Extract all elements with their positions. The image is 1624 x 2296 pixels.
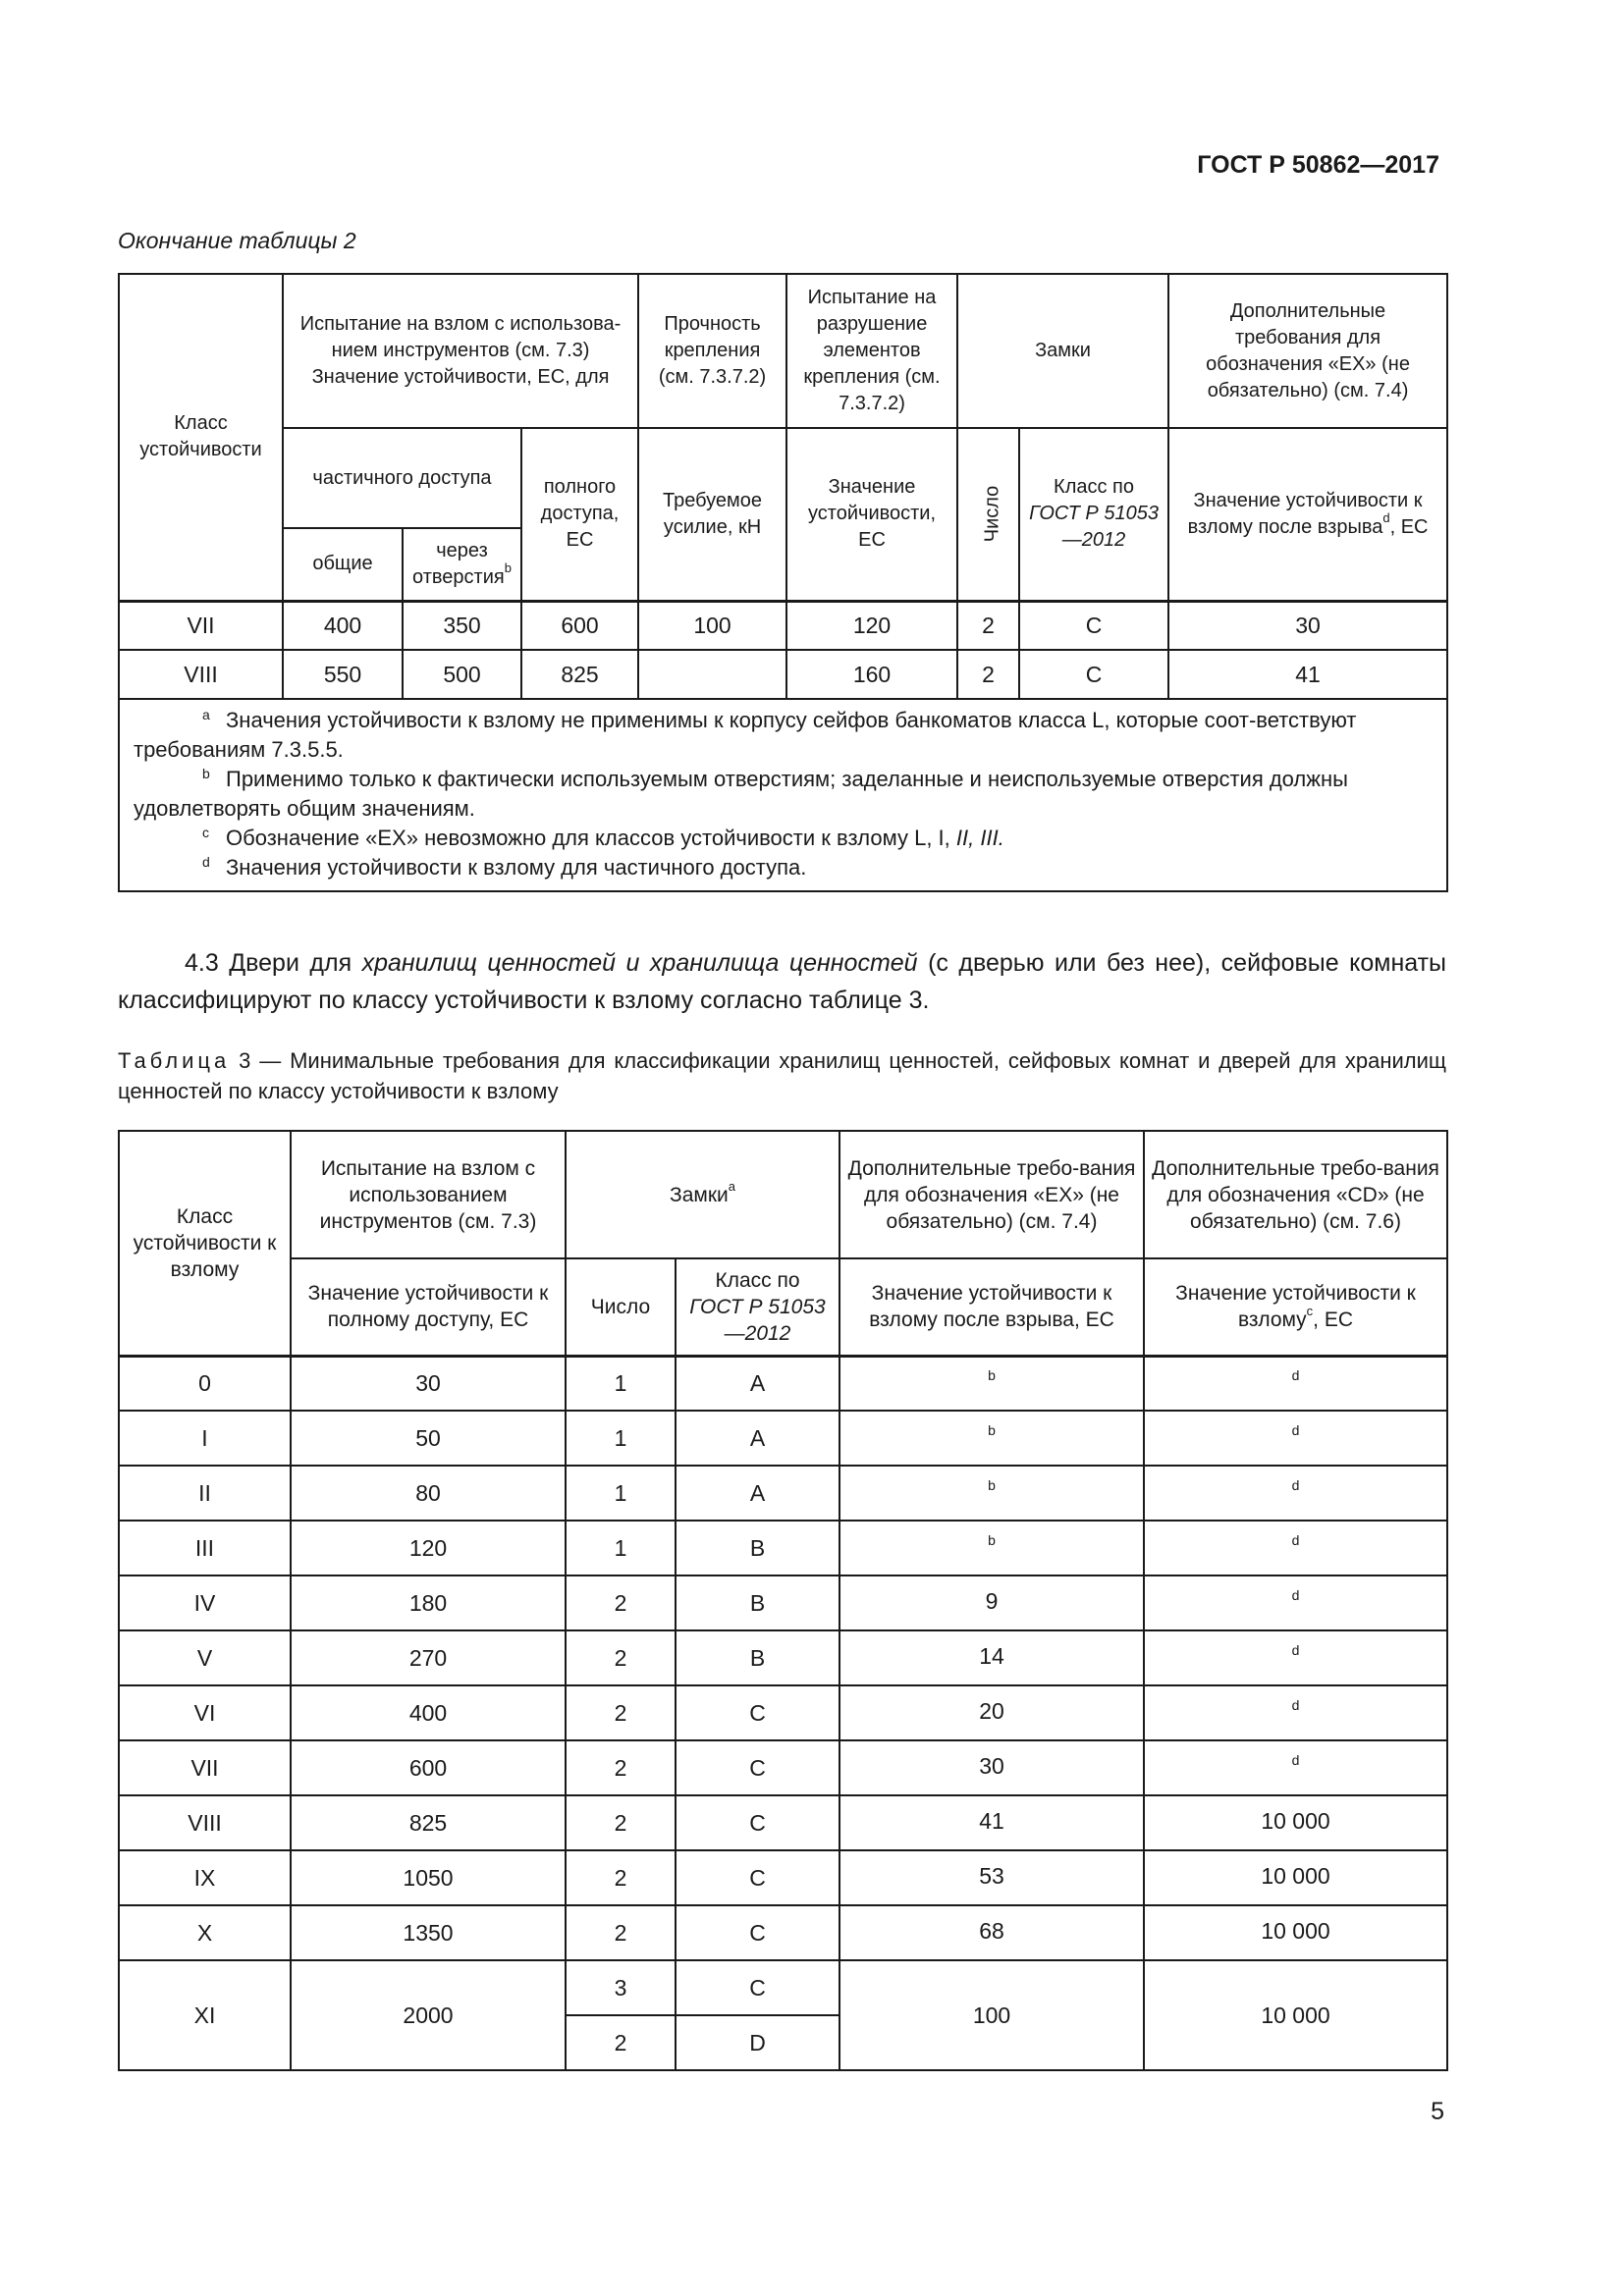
table-cell: 10 000: [1144, 1795, 1447, 1850]
t2-header-partial: частичного доступа: [283, 428, 521, 528]
table-cell: d: [1144, 1521, 1447, 1575]
table-cell: 50: [291, 1411, 566, 1466]
table-row: [119, 1356, 1447, 1411]
t2-header-fixing-destruct: Испытание на разрушение элементов крепления (см. 7.3.7.2): [786, 274, 957, 428]
table-cell: VII: [119, 1740, 291, 1795]
table-cell: 1: [566, 1466, 676, 1521]
table-cell: 1: [566, 1356, 676, 1411]
document-code: ГОСТ Р 50862—2017: [1197, 151, 1439, 179]
note-d: d Значения устойчивости к взлому для частичного доступа.: [202, 853, 807, 880]
note-c: c Обозначение «ЕХ» невозможно для классов устойчивости к взлому L, I, II, III.: [202, 824, 1004, 850]
table-cell: b: [839, 1521, 1144, 1575]
table-cell: 2: [566, 1795, 676, 1850]
t2-header-general: общие: [283, 528, 403, 601]
table-cell: B: [676, 1630, 839, 1685]
t2-header-class: Класс устойчивости: [119, 274, 283, 601]
table-cell: X: [119, 1905, 291, 1960]
paragraph-4-3: 4.3 Двери для хранилищ ценностей и хранилища ценностей (с дверью или без нее), сейфовые комнаты классифицируют по классу устойчивости к взлому согласно таблице 3.: [118, 949, 1447, 1014]
table-cell: 20: [839, 1685, 1144, 1740]
t2-header-required-force: Требуемое усилие, кН: [638, 428, 786, 601]
t2-header-count: Число: [957, 428, 1019, 601]
table-row: VII 400 350 600 100 120 2 C 30: [119, 601, 1447, 650]
t2-header-resistance-value: Значение устойчивости, ЕС: [786, 428, 957, 601]
t2-header-through-holes: через отверстия$^b$: [403, 528, 521, 601]
table-cell: VI: [119, 1685, 291, 1740]
table-cell: 10 000: [1144, 1850, 1447, 1905]
table-cell: 2: [566, 1850, 676, 1905]
table-cell: VIII: [119, 1795, 291, 1850]
t3-header-class: Класс устойчивости к взлому: [119, 1131, 291, 1356]
t3-header-tool-test: Испытание на взлом с использованием инструментов (см. 7.3): [291, 1131, 566, 1258]
table-cell: 180: [291, 1575, 566, 1630]
table-2-notes: [119, 699, 1447, 891]
table-row-xi: XI 2000 3 C 100 10 000: [119, 1960, 1447, 2015]
table-cell: d: [1144, 1740, 1447, 1795]
table-cell: B: [676, 1575, 839, 1630]
table-row: [119, 1630, 1447, 1685]
t3-header-ex: Дополнительные требо-вания для обозначения «ЕХ» (не обязательно) (см. 7.4): [839, 1131, 1144, 1258]
t2-header-extra: Дополнительные требования для обозначения «ЕХ» (не обязательно) (см. 7.4): [1168, 274, 1447, 428]
table-cell: 1: [566, 1411, 676, 1466]
table-cell: 68: [839, 1905, 1144, 1960]
table-cell: 0: [119, 1356, 291, 1411]
t3-header-count: Число: [566, 1258, 676, 1356]
table-cell: 9: [839, 1575, 1144, 1630]
table-cell: 400: [291, 1685, 566, 1740]
table-cell: 2: [566, 1905, 676, 1960]
table-cell: b: [839, 1466, 1144, 1521]
t3-header-full-value: Значение устойчивости к полному доступу, ЕС: [291, 1258, 566, 1356]
t2-header-locks: Замки: [957, 274, 1168, 428]
table-cell: d: [1144, 1411, 1447, 1466]
table-row: [119, 1411, 1447, 1466]
t2-header-lock-class: Класс по ГОСТ Р 51053—2012: [1019, 428, 1168, 601]
table-3-caption: Таблица 3 — Минимальные требования для классификации хранилищ ценностей, сейфовых комнат и дверей для хранилищ ценностей по классу устойчивости к взлому: [118, 1048, 1446, 1103]
t3-header-cd: Дополнительные требо-вания для обозначения «CD» (не обязательно) (см. 7.6): [1144, 1131, 1447, 1258]
t2-header-full: полного доступа, ЕС: [521, 428, 638, 601]
table-cell: 80: [291, 1466, 566, 1521]
table-cell: C: [676, 1905, 839, 1960]
table-3: [118, 1130, 1448, 2071]
table-cell: 270: [291, 1630, 566, 1685]
table-cell: C: [676, 1850, 839, 1905]
table-row: [119, 1521, 1447, 1575]
table-cell: d: [1144, 1356, 1447, 1411]
table-cell: d: [1144, 1630, 1447, 1685]
table-row: [119, 1740, 1447, 1795]
table-cell: 30: [291, 1356, 566, 1411]
table-row: [119, 1466, 1447, 1521]
t3-header-locks: Замки$^a$: [566, 1131, 839, 1258]
table-cell: d: [1144, 1685, 1447, 1740]
table-row: [119, 1905, 1447, 1960]
table-row: [119, 1795, 1447, 1850]
table-cell: A: [676, 1466, 839, 1521]
table-cell: I: [119, 1411, 291, 1466]
note-a: a Значения устойчивости к взлому не применимы к корпусу сейфов банкоматов класса L, которые соот-ветствуют требованиям 7.3.5.5.: [134, 706, 1357, 762]
table-cell: b: [839, 1411, 1144, 1466]
table-cell: A: [676, 1356, 839, 1411]
t3-header-lock-class: Класс по ГОСТ Р 51053—2012: [676, 1258, 839, 1356]
note-b: b Применимо только к фактически используемым отверстиям; заделанные и неиспользуемые отверстия должны удовлетворять общим значениям.: [134, 765, 1348, 821]
table-cell: d: [1144, 1575, 1447, 1630]
table-cell: IV: [119, 1575, 291, 1630]
table-row: [119, 1575, 1447, 1630]
table-continuation-caption: Окончание таблицы 2: [118, 228, 356, 253]
table-cell: B: [676, 1521, 839, 1575]
table-row: [119, 1850, 1447, 1905]
table-cell: 2: [566, 1630, 676, 1685]
table-cell: 10 000: [1144, 1905, 1447, 1960]
t2-header-tool-test: Испытание на взлом с использова-нием инструментов (см. 7.3) Значение устойчивости, ЕС, для: [283, 274, 638, 428]
table-cell: C: [676, 1740, 839, 1795]
table-cell: III: [119, 1521, 291, 1575]
table-row: [119, 1685, 1447, 1740]
table-cell: A: [676, 1411, 839, 1466]
table-cell: 1350: [291, 1905, 566, 1960]
table-cell: 1050: [291, 1850, 566, 1905]
t3-header-ex-value: Значение устойчивости к взлому после взрыва, ЕС: [839, 1258, 1144, 1356]
table-cell: 1: [566, 1521, 676, 1575]
table-row: VIII 550 500 825 160 2 C 41: [119, 650, 1447, 699]
table-cell: 120: [291, 1521, 566, 1575]
page-number: 5: [1431, 2098, 1444, 2125]
table-2: [118, 273, 1448, 892]
t2-header-extra-value: Значение устойчивости к взлому после взрыва$^d$, ЕС: [1168, 428, 1447, 601]
table-cell: 600: [291, 1740, 566, 1795]
table-cell: 2: [566, 1685, 676, 1740]
table-cell: 2: [566, 1740, 676, 1795]
table-cell: 2: [566, 1575, 676, 1630]
table-cell: C: [676, 1795, 839, 1850]
table-cell: 825: [291, 1795, 566, 1850]
table-cell: V: [119, 1630, 291, 1685]
table-cell: IX: [119, 1850, 291, 1905]
table-row-xi-sub: 2 D: [119, 2015, 1447, 2070]
table-cell: d: [1144, 1466, 1447, 1521]
table-cell: 41: [839, 1795, 1144, 1850]
t2-header-fixing-strength: Прочность крепления (см. 7.3.7.2): [638, 274, 786, 428]
t3-header-cd-value: Значение устойчивости к взлому$^c$, ЕС: [1144, 1258, 1447, 1356]
table-cell: II: [119, 1466, 291, 1521]
table-cell: 30: [839, 1740, 1144, 1795]
table-cell: 14: [839, 1630, 1144, 1685]
table-cell: C: [676, 1685, 839, 1740]
table-cell: 53: [839, 1850, 1144, 1905]
table-cell: b: [839, 1356, 1144, 1411]
